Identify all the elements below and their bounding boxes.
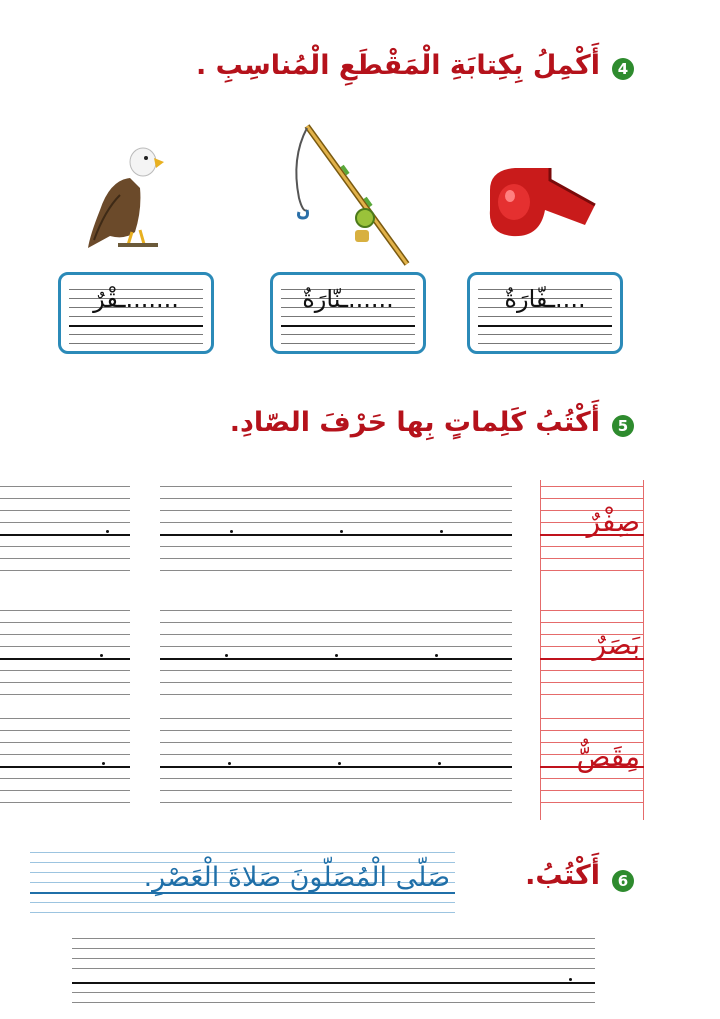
word-box-eagle-text: .......ـقْرٌ xyxy=(93,285,179,313)
section-4-number-badge: 4 xyxy=(612,58,634,80)
example-word-2: بَصَرٌ xyxy=(592,628,640,661)
practice-lines-left-1 xyxy=(0,486,130,582)
section-5-number-badge: 5 xyxy=(612,415,634,437)
section-5-heading: أَكْتُبُ كَلِماتٍ بِها حَرْفَ الصّادِ. xyxy=(229,407,600,438)
section-6-heading: أَكْتُبُ. xyxy=(525,860,600,891)
section-6-number-badge: 6 xyxy=(612,870,634,892)
word-box-whistle-text: ....ـفّارَةٌ xyxy=(504,285,586,313)
word-box-fishing-rod xyxy=(270,272,426,354)
model-sentence: صَلّى الْمُصَلّونَ صَلاةَ الْعَصْرِ. xyxy=(143,862,450,893)
fishing-rod-icon xyxy=(285,118,415,268)
example-word-1: صِفْرٌ xyxy=(586,505,640,538)
practice-lines-middle-1 xyxy=(160,486,512,582)
word-box-fishing-rod-text: ......ـنّارَةٌ xyxy=(302,285,394,313)
eagle-icon xyxy=(80,140,170,255)
practice-lines-left-2 xyxy=(0,610,130,706)
example-word-3: مِقَصٌّ xyxy=(576,740,640,773)
section-4-heading: أَكْمِلُ بِكِتابَةِ الْمَقْطَعِ الْمُناسِبِ . xyxy=(196,50,600,81)
whistle-icon xyxy=(480,150,600,245)
practice-lines-middle-3 xyxy=(160,718,512,814)
practice-lines-left-3 xyxy=(0,718,130,814)
practice-lines-sentence xyxy=(72,938,595,1012)
word-box-eagle xyxy=(58,272,214,354)
word-box-whistle xyxy=(467,272,623,354)
practice-lines-middle-2 xyxy=(160,610,512,706)
